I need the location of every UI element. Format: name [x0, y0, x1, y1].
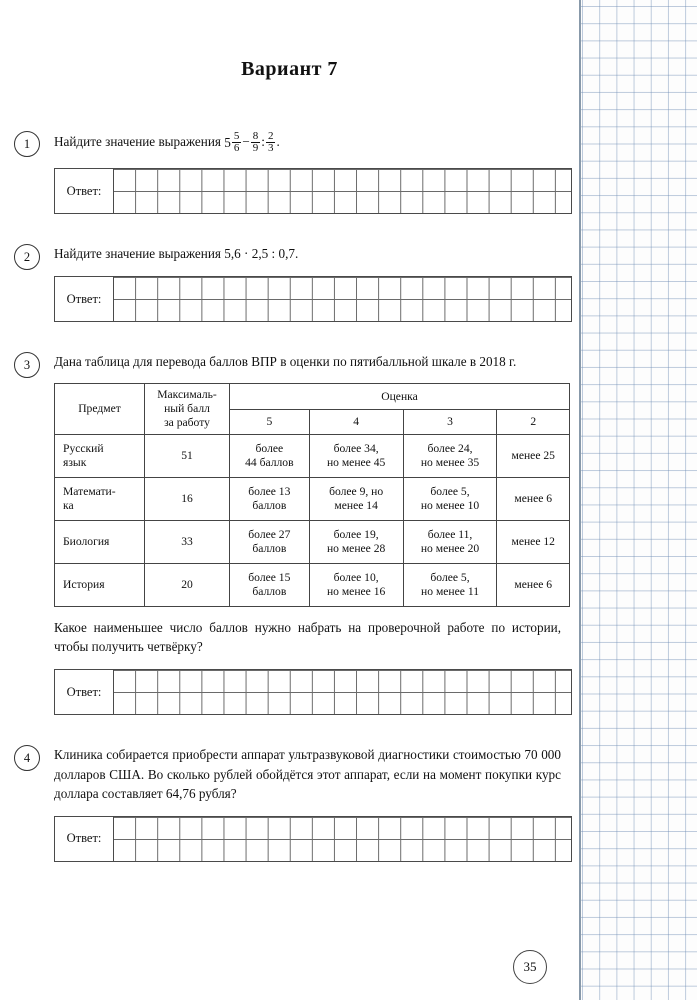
table-row: [55, 435, 570, 478]
cell-line2: менее 14: [334, 499, 378, 513]
cell-subject-line2: ка: [63, 499, 74, 513]
cell-line2: баллов: [252, 499, 287, 513]
cell-line2: но менее 45: [326, 456, 386, 470]
table-row: [55, 521, 570, 564]
task-2-number: 2: [14, 244, 40, 270]
answer-label: Ответ:: [66, 831, 102, 846]
cell-line1: более 10,: [333, 571, 379, 585]
cell-line1: более 9, но: [329, 485, 384, 499]
cell-grade-3: [403, 478, 497, 521]
task-3: [0, 352, 579, 715]
answer-label: Ответ:: [66, 291, 102, 306]
cell-grade-3: [403, 564, 497, 607]
cell-subject-line1: Математи-: [63, 485, 116, 499]
task-2-text: Найдите значение выражения 5,6 · 2,5 : 0,7.: [54, 246, 299, 262]
header-grade-4: 4: [309, 409, 403, 434]
cell-grade-4: [309, 564, 403, 607]
cell-grade-5: [230, 564, 310, 607]
fraction-denominator: 9: [252, 142, 259, 155]
graph-paper-margin: [579, 0, 697, 1000]
cell-line1: более 34,: [333, 442, 379, 456]
cell-subject-line1: Русский: [63, 442, 104, 456]
cell-subject: [55, 478, 145, 521]
expr-period: .: [276, 134, 280, 150]
cell-subject-line1: История: [63, 578, 105, 592]
task-1-expression: [224, 129, 280, 155]
cell-max-score: 51: [145, 435, 230, 478]
header-max-score: [145, 384, 230, 435]
cell-line2: но менее 10: [420, 499, 480, 513]
cell-max-score: 20: [145, 564, 230, 607]
cell-line1: более 27: [248, 528, 291, 542]
task-3-text: Дана таблица для перевода баллов ВПР в оценки по пятибалльной шкале в 2018 г.: [54, 354, 517, 370]
expr-fraction-2: [251, 131, 261, 155]
cell-line1: более 5,: [430, 571, 470, 585]
header-subject: Предмет: [55, 384, 145, 435]
cell-grade-3: [403, 435, 497, 478]
cell-grade-2: менее 12: [497, 521, 570, 564]
cell-grade-2: менее 6: [497, 564, 570, 607]
cell-grade-5: [230, 521, 310, 564]
cell-line2: баллов: [252, 585, 287, 599]
cell-line1: более 13: [248, 485, 291, 499]
cell-grade-2: менее 25: [497, 435, 570, 478]
cell-grade-4: [309, 521, 403, 564]
task-3-answer-box[interactable]: [54, 669, 572, 715]
grade-conversion-table: [54, 383, 570, 607]
page-number: 35: [513, 950, 547, 984]
fraction-numerator: 8: [252, 129, 259, 142]
cell-line2: но менее 16: [326, 585, 386, 599]
cell-grade-4: [309, 478, 403, 521]
task-1-answer-box[interactable]: [54, 168, 572, 214]
task-1-number: 1: [14, 131, 40, 157]
task-1: [0, 131, 579, 214]
answer-label: Ответ:: [66, 183, 102, 198]
cell-grade-5: [230, 478, 310, 521]
cell-line1: более 5,: [430, 485, 470, 499]
cell-line2: но менее 28: [326, 542, 386, 556]
expr-minus: −: [242, 134, 250, 150]
fraction-denominator: 6: [233, 142, 240, 155]
header-grade-5: 5: [230, 409, 310, 434]
cell-line1: более 19,: [333, 528, 379, 542]
cell-line1: более 11,: [427, 528, 473, 542]
task-4: [0, 745, 579, 861]
table-header-row-1: [55, 384, 570, 409]
cell-line1: более: [255, 442, 284, 456]
cell-subject: [55, 521, 145, 564]
answer-input-grid[interactable]: [113, 169, 571, 213]
task-3-question: Какое наименьшее число баллов нужно набрать на проверочной работе по истории, чтобы получить четвёрку?: [54, 620, 561, 655]
answer-label: Ответ:: [66, 684, 102, 699]
task-1-prompt: Найдите значение выражения: [54, 134, 221, 150]
cell-subject: [55, 564, 145, 607]
cell-line2: но менее 11: [421, 585, 479, 599]
expr-fraction-1: [232, 131, 242, 155]
cell-grade-4: [309, 435, 403, 478]
task-3-number: 3: [14, 352, 40, 378]
header-max-score-line2: ный балл: [164, 402, 210, 416]
page-title: Вариант 7: [241, 58, 338, 80]
cell-subject: [55, 435, 145, 478]
expr-whole: 5: [224, 135, 231, 151]
expr-colon: :: [261, 134, 265, 150]
fraction-denominator: 3: [267, 142, 274, 155]
answer-input-grid[interactable]: [113, 277, 571, 321]
task-2-answer-box[interactable]: [54, 276, 572, 322]
fraction-numerator: 2: [267, 129, 274, 142]
answer-input-grid[interactable]: [113, 817, 571, 861]
cell-line2: но менее 20: [420, 542, 480, 556]
table-row: [55, 478, 570, 521]
header-grade-3: 3: [403, 409, 497, 434]
cell-subject-line2: язык: [63, 456, 87, 470]
table-row: [55, 564, 570, 607]
header-max-score-line3: за работу: [164, 416, 210, 430]
cell-line1: более 15: [248, 571, 291, 585]
cell-line2: но менее 35: [420, 456, 480, 470]
task-4-text: Клиника собирается приобрести аппарат ультразвуковой диагностики стоимостью 70 000 долларов США. Во сколько рублей обойдётся этот аппарат, если на момент покупки курс доллара составляет 64,76 рубля?: [54, 747, 561, 801]
task-1-text: [54, 131, 561, 155]
task-2: [0, 244, 579, 322]
cell-max-score: 16: [145, 478, 230, 521]
cell-subject-line1: Биология: [63, 535, 110, 549]
fraction-numerator: 5: [233, 129, 240, 142]
cell-max-score: 33: [145, 521, 230, 564]
cell-grade-2: менее 6: [497, 478, 570, 521]
header-max-score-line1: Максималь-: [157, 388, 217, 402]
cell-line2: 44 баллов: [245, 456, 294, 470]
cell-line1: более 24,: [427, 442, 473, 456]
cell-line2: баллов: [252, 542, 287, 556]
task-4-number: 4: [14, 745, 40, 771]
header-grade: Оценка: [230, 384, 570, 409]
task-4-answer-box[interactable]: [54, 816, 572, 862]
header-grade-2: 2: [497, 409, 570, 434]
cell-grade-5: [230, 435, 310, 478]
expr-fraction-3: [266, 131, 276, 155]
answer-input-grid[interactable]: [113, 670, 571, 714]
cell-grade-3: [403, 521, 497, 564]
